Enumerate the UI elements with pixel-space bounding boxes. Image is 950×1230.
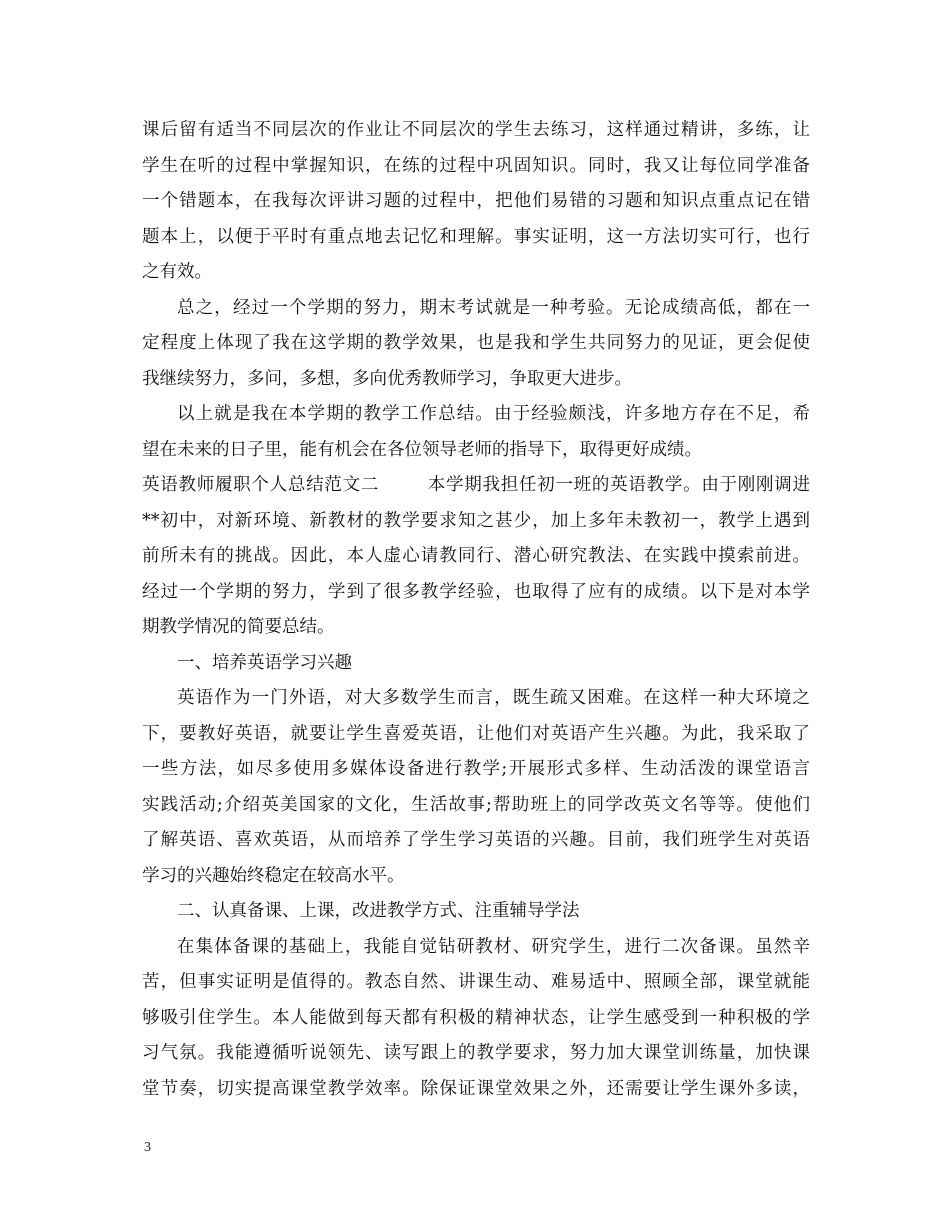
text-line: 题本上，以便于平时有重点地去记忆和理解。事实证明，这一方法切实可行，也行 xyxy=(142,226,810,247)
sample-title: 英语教师履职个人总结范文二 xyxy=(142,475,380,495)
text-line: 堂节奏，切实提高课堂教学效率。除保证课堂效果之外，还需要让学生课外多读， xyxy=(142,1078,810,1099)
section-heading-teaching: 二、认真备课、上课，改进教学方式、注重辅导学法 xyxy=(177,901,580,921)
text-line: 课后留有适当不同层次的作业让不同层次的学生去练习，这样通过精讲，多练，让 xyxy=(142,120,810,140)
page-number: 3 xyxy=(144,1140,151,1155)
paragraph-teaching xyxy=(142,930,810,1108)
text-line: **初中，对新环境、新教材的教学要求知之甚少，加上多年未教初一，教学上遇到 xyxy=(142,510,810,531)
text-line: 总之，经过一个学期的努力，期末考试就是一种考验。无论成绩高低，都在一 xyxy=(177,297,810,318)
text-line xyxy=(142,468,810,504)
paragraph-interest xyxy=(142,681,810,894)
text-line: 实践活动;介绍英美国家的文化，生活故事;帮助班上的同学改英文名等等。使他们 xyxy=(142,794,810,815)
text-line: 一个错题本，在我每次评讲习题的过程中，把他们易错的习题和知识点重点记在错 xyxy=(142,191,810,211)
paragraph-summary xyxy=(142,291,810,398)
text-line: 经过一个学期的努力，学到了很多教学经验，也取得了应有的成绩。以下是对本学 xyxy=(142,581,810,602)
text-line: 望在未来的日子里，能有机会在各位领导老师的指导下，取得更好成绩。 xyxy=(142,439,702,460)
text-line: 了解英语、喜欢英语，从而培养了学生学习英语的兴趣。目前，我们班学生对英语 xyxy=(142,830,810,850)
text-line: 学习的兴趣始终稳定在较高水平。 xyxy=(142,865,405,886)
paragraph-homework xyxy=(142,113,810,291)
text-line: 前所未有的挑战。因此，本人虚心请教同行、潜心研究教法、在实践中摸索前进。 xyxy=(142,546,810,566)
section-heading-interest: 一、培养英语学习兴趣 xyxy=(177,652,352,673)
text-line: 习气氛。我能遵循听说领先、读写跟上的教学要求，努力加大课堂训练量，加快课 xyxy=(142,1043,810,1063)
text-line: 一些方法，如尽多使用多媒体设备进行教学;开展形式多样、生动活泼的课堂语言 xyxy=(142,759,810,779)
text-line: 够吸引住学生。本人能做到每天都有积极的精神状态，让学生感受到一种积极的学 xyxy=(142,1007,810,1028)
sample-lead: 本学期我担任初一班的英语教学。由于刚刚调进 xyxy=(427,475,811,495)
paragraph-conclusion xyxy=(142,397,810,468)
text-line: 学生在听的过程中掌握知识，在练的过程中巩固知识。同时，我又让每位同学准备 xyxy=(142,155,810,176)
paragraph-sample-two xyxy=(142,468,810,646)
text-line: 我继续努力，多问，多想，多向优秀教师学习，争取更大进步。 xyxy=(142,368,632,389)
text-line: 英语作为一门外语，对大多数学生而言，既生疏又困难。在这样一种大环境之 xyxy=(177,688,810,708)
text-line: 以上就是我在本学期的教学工作总结。由于经验颇浅，许多地方存在不足，希 xyxy=(177,404,810,424)
text-line: 苦，但事实证明是值得的。教态自然、讲课生动、难易适中、照顾全部，课堂就能 xyxy=(142,972,810,992)
text-line: 下，要教好英语，就要让学生喜爱英语，让他们对英语产生兴趣。为此，我采取了 xyxy=(142,723,810,744)
text-line: 期教学情况的简要总结。 xyxy=(142,617,335,637)
text-line: 在集体备课的基础上，我能自觉钻研教材、研究学生，进行二次备课。虽然辛 xyxy=(177,936,810,957)
text-line: 之有效。 xyxy=(142,262,212,282)
text-line: 定程度上体现了我在这学期的教学效果，也是我和学生共同努力的见证，更会促使 xyxy=(142,333,810,353)
document-body xyxy=(142,113,810,1107)
